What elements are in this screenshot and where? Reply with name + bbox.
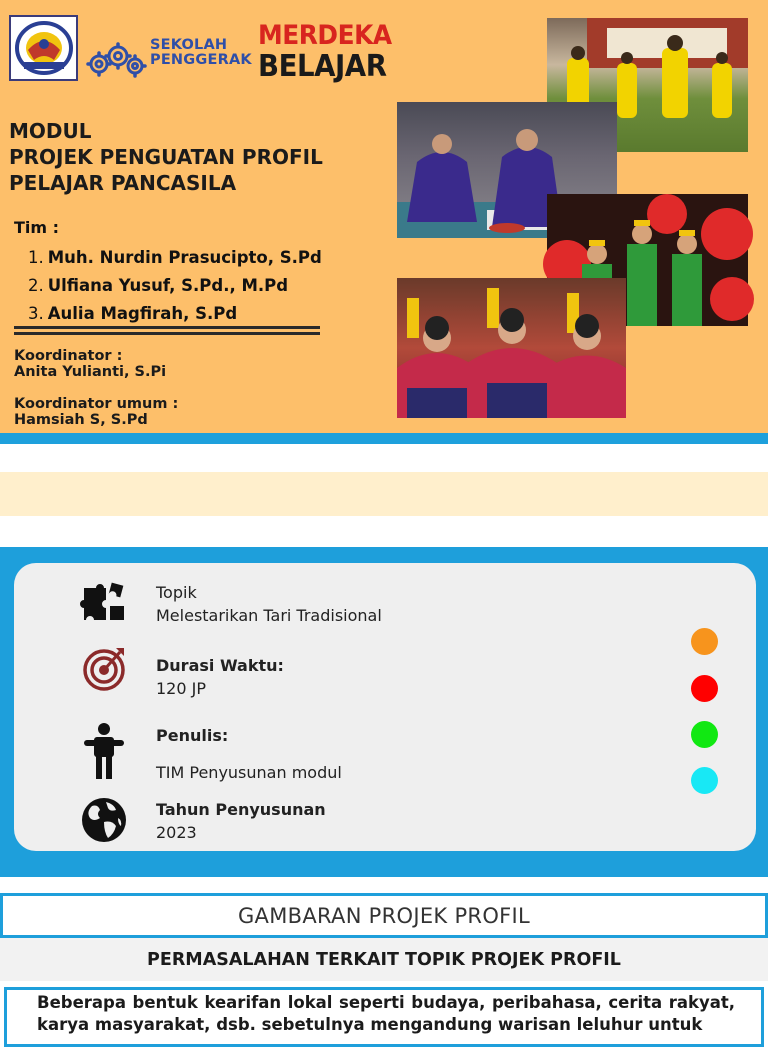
- status-dot-orange: [691, 628, 718, 655]
- status-dot-green: [691, 721, 718, 748]
- title-line-3: PELAJAR PANCASILA: [9, 171, 237, 195]
- dancers-image: [397, 278, 626, 418]
- merdeka-belajar-logo: [258, 20, 403, 82]
- module-title: [9, 118, 323, 196]
- sekolah-text: SEKOLAH: [150, 37, 228, 53]
- school-logo: [9, 15, 78, 81]
- info-label: Topik: [156, 583, 197, 602]
- team-name: Ulfiana Yusuf, S.Pd., M.Pd: [47, 276, 289, 295]
- permasalahan-heading: PERMASALAHAN TERKAIT TOPIK PROJEK PROFIL: [0, 938, 768, 981]
- school-emblem-icon: [14, 20, 74, 76]
- merdeka-text: MERDEKA: [258, 20, 392, 51]
- sekolah-penggerak-logo: [150, 38, 252, 68]
- info-item-penulis: [156, 724, 342, 784]
- koordinator-umum-label: Koordinator umum :: [14, 396, 179, 412]
- puzzle-icon: [80, 580, 128, 628]
- team-number: 3.: [28, 304, 44, 323]
- team-member: [28, 300, 322, 328]
- info-value: 2023: [156, 823, 197, 842]
- title-line-1: MODUL: [9, 119, 92, 143]
- gears-icon: [85, 36, 147, 80]
- blue-divider-band: [0, 433, 768, 444]
- team-number: 1.: [28, 248, 44, 267]
- info-label: Durasi Waktu:: [156, 656, 284, 675]
- info-value: TIM Penyusunan modul: [156, 763, 342, 782]
- info-value: 120 JP: [156, 679, 206, 698]
- cream-divider-band: [0, 472, 768, 516]
- koordinator-umum-name: Hamsiah S, S.Pd: [14, 412, 148, 428]
- team-member: [28, 244, 322, 272]
- target-icon: [80, 644, 128, 692]
- status-dot-cyan: [691, 767, 718, 794]
- koordinator-label: Koordinator :: [14, 348, 123, 364]
- divider-line: [14, 332, 320, 335]
- team-name: Muh. Nurdin Prasucipto, S.Pd: [47, 248, 322, 267]
- title-line-2: PROJEK PENGUATAN PROFIL: [9, 145, 323, 169]
- info-item-tahun: [156, 798, 326, 844]
- divider-line: [14, 326, 320, 329]
- koordinator-block: [14, 348, 166, 380]
- globe-icon: [80, 796, 128, 844]
- info-item-durasi: [156, 654, 284, 700]
- person-icon: [80, 722, 128, 780]
- belajar-text: BELAJAR: [258, 49, 387, 84]
- cover-section: [0, 0, 768, 434]
- penggerak-text: PENGGERAK: [150, 52, 252, 68]
- info-item-topik: [156, 581, 382, 627]
- dance-photo-4: [397, 278, 626, 418]
- koordinator-umum-block: [14, 396, 178, 428]
- koordinator-name: Anita Yulianti, S.Pi: [14, 364, 167, 380]
- info-value: Melestarikan Tari Tradisional: [156, 606, 382, 625]
- team-list: [28, 244, 322, 328]
- info-label: Tahun Penyusunan: [156, 800, 326, 819]
- status-dot-red: [691, 675, 718, 702]
- team-member: [28, 272, 322, 300]
- problem-paragraph: Beberapa bentuk kearifan lokal seperti budaya, peribahasa, cerita rakyat, karya masyarakat, dsb. sebetulnya mengandung warisan leluhur untuk: [4, 987, 764, 1047]
- gambaran-heading: GAMBARAN PROJEK PROFIL: [0, 893, 768, 938]
- team-name: Aulia Magfirah, S.Pd: [47, 304, 238, 323]
- team-label: Tim :: [14, 218, 60, 237]
- team-number: 2.: [28, 276, 44, 295]
- info-label: Penulis:: [156, 726, 229, 745]
